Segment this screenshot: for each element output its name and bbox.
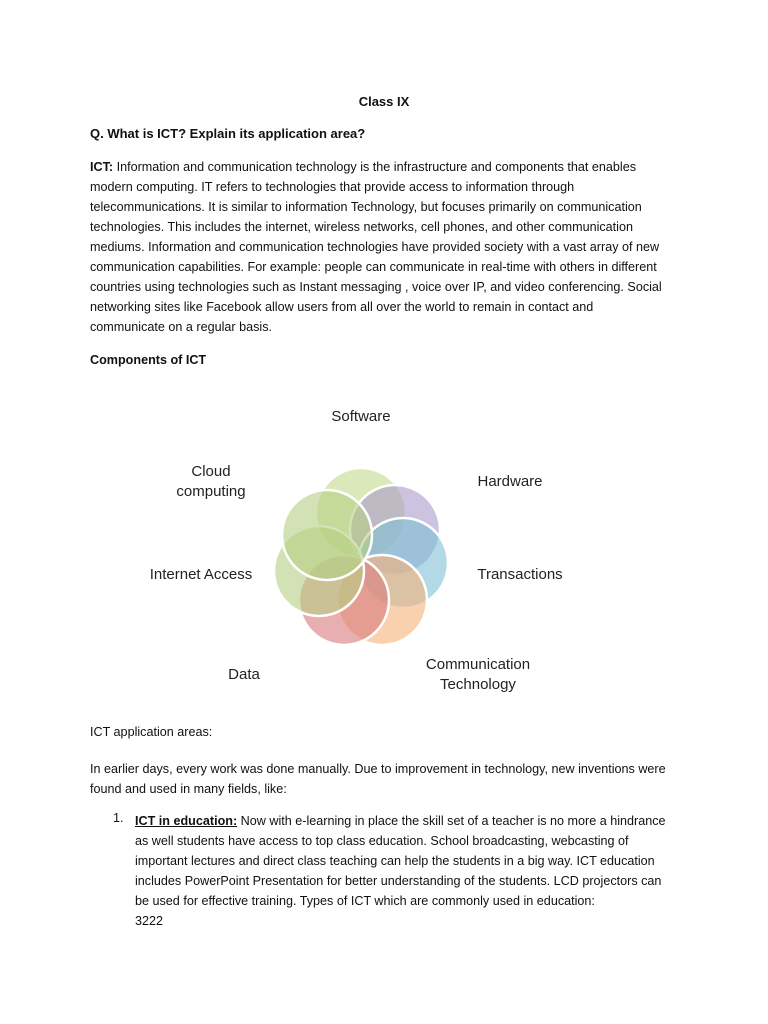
- application-areas-heading: ICT application areas:: [90, 725, 213, 739]
- label-internet-access: Internet Access: [149, 566, 253, 583]
- ict-line: mediums. Information and communication technologies have provided society with a vast array of new: [90, 240, 660, 254]
- ict-line: communicate on a regular basis.: [90, 320, 273, 334]
- earlier-days-paragraph: [90, 759, 690, 799]
- label-communication-technology: [418, 655, 538, 695]
- label-cloud-line1: Cloud: [191, 463, 231, 480]
- ict-line: countries using technologies such as Instant messaging , voice over IP, and video conferencing. Social: [90, 280, 662, 294]
- ict-line: modern computing. IT refers to technologies that provide access to information through: [90, 180, 575, 194]
- question-heading: Q. What is ICT? Explain its application area?: [90, 126, 366, 141]
- list-item-number: 1.: [113, 811, 124, 825]
- components-heading: Components of ICT: [90, 353, 207, 367]
- list-item-text: Now with e-learning in place the skill set of a teacher is no more a hindrance: [237, 814, 666, 828]
- class-title: Class IX: [358, 94, 410, 109]
- earlier-line: found and used in many fields, like:: [90, 782, 287, 796]
- ict-line: networking sites like Facebook allow users from all over the world to remain in contact and: [90, 300, 594, 314]
- earlier-line: In earlier days, every work was done manually. Due to improvement in technology, new inventions were: [90, 762, 666, 776]
- list-item-line: includes PowerPoint Presentation for better understanding of the students. LCD projectors can: [135, 874, 662, 888]
- list-item-line: [135, 811, 695, 831]
- label-communication-line2: Technology: [440, 676, 516, 693]
- list-item-line: important lectures and direct class teaching can help the students in a big way. ICT education: [135, 854, 655, 868]
- list-item-line: be used for effective training. Types of ICT which are commonly used in education:: [135, 894, 595, 908]
- label-communication-line1: Communication: [425, 656, 531, 673]
- ict-line: Information and communication technology is the infrastructure and components that enables: [113, 160, 637, 174]
- label-cloud-computing: [166, 462, 256, 502]
- list-item-lead: ICT in education:: [135, 814, 238, 828]
- ict-line: communication capabilities. For example: people can communicate in real-time with others in different: [90, 260, 657, 274]
- ict-label: ICT:: [90, 160, 114, 174]
- ict-definition-paragraph: [90, 157, 690, 337]
- list-item-line: as well students have access to top class education. School broadcasting, webcasting of: [135, 834, 629, 848]
- ict-line: technologies. This includes the internet, wireless networks, cell phones, and other communication: [90, 220, 633, 234]
- petal-cloud-computing: [282, 490, 372, 580]
- list-item-line: 3222: [135, 914, 164, 928]
- label-data: Data: [228, 666, 260, 683]
- components-diagram: [130, 395, 600, 705]
- list-item-ict-in-education: [135, 811, 695, 931]
- label-software: Software: [331, 408, 391, 425]
- label-hardware: Hardware: [477, 473, 543, 490]
- ict-line: telecommunications. It is similar to information Technology, but focuses primarily on communication: [90, 200, 642, 214]
- label-transactions: Transactions: [477, 566, 563, 583]
- label-cloud-line2: computing: [176, 483, 246, 500]
